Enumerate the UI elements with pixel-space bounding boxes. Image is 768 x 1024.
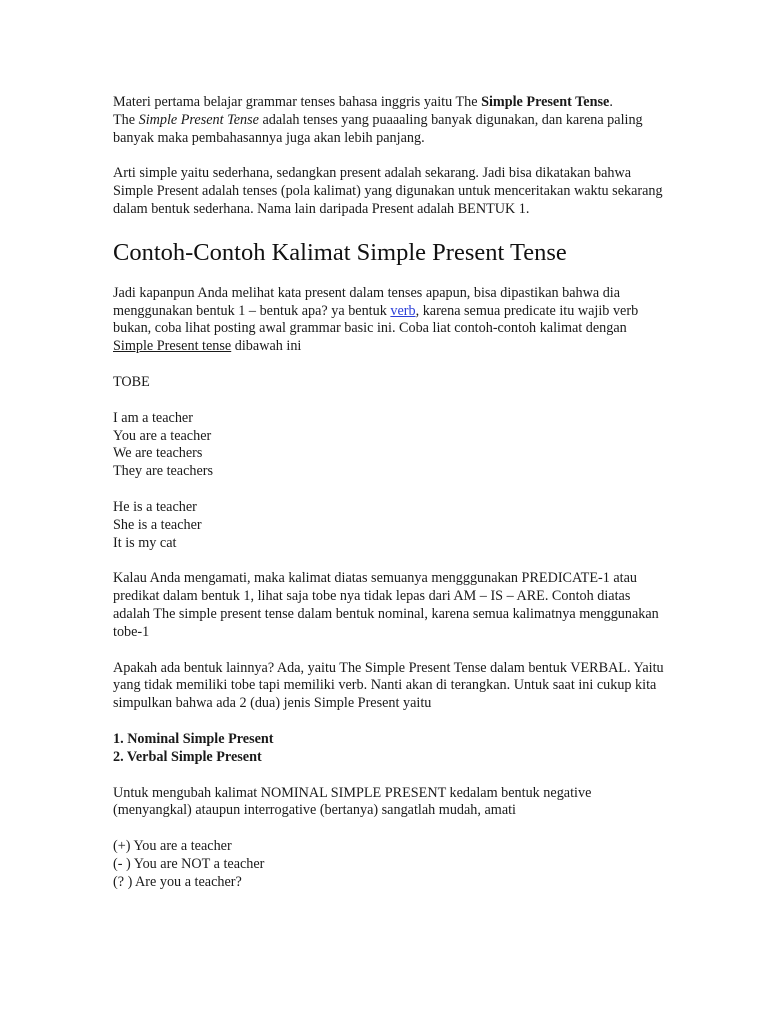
intro-text-the: The [113,111,139,128]
list-item: 1. Nominal Simple Present [113,730,274,747]
body-text-mid: , karena semua predicate itu wajib verb bukan, coba lihat posting awal grammar basic ini. Coba liat contoh-contoh kalimat dengan [113,302,639,337]
intro-text: Materi pertama belajar grammar tenses bahasa inggris yaitu The [113,94,482,110]
italic-term: Simple Present Tense [138,111,259,128]
example-group-3 [113,838,668,891]
example-sentence: You are a teacher [113,427,212,444]
intro-paragraph-1 [113,94,668,147]
example-group-2 [113,499,668,552]
example-sentence: (? ) Are you a teacher? [113,873,242,890]
example-group-1 [113,410,668,481]
example-sentence: We are teachers [113,445,203,462]
bold-term: Simple Present Tense [481,94,610,110]
intro-text-end: . [609,94,613,110]
example-sentence: He is a teacher [113,498,197,515]
example-sentence: (- ) You are NOT a teacher [113,855,265,872]
body-paragraph-1 [113,285,668,356]
example-sentence: (+) You are a teacher [113,838,232,855]
example-sentence: They are teachers [113,463,214,480]
example-sentence: She is a teacher [113,516,202,533]
intro-text-rest: adalah tenses yang puaaaling banyak digunakan, dan karena paling banyak maka pembahasannya juga akan lebih panjang. [113,111,643,146]
body-text-end: dibawah ini [231,338,302,355]
tobe-label: TOBE [113,373,150,390]
section-heading: Contoh-Contoh Kalimat Simple Present Tense [113,238,567,266]
example-sentence: I am a teacher [113,409,193,426]
body-text: Jadi kapanpun Anda melihat kata present dalam tenses apapun, bisa dipastikan bahwa dia menggunakan bentuk 1 – bentuk apa? ya bentuk [113,284,621,319]
list-item: 2. Verbal Simple Present [113,748,262,765]
underlined-term: Simple Present tense [113,338,232,355]
example-sentence: It is my cat [113,534,177,551]
body-paragraph-3: Apakah ada bentuk lainnya? Ada, yaitu The Simple Present Tense dalam bentuk VERBAL. Yaitu yang tidak memiliki tobe tapi memiliki verb. Nanti akan di terangkan. Untuk saat ini cukup kita simpulkan bahwa ada 2 (dua) jenis Simple Present yaitu [113,659,664,712]
intro-paragraph-2: Arti simple yaitu sederhana, sedangkan present adalah sekarang. Jadi bisa dikatakan bahwa Simple Present adalah tenses (pola kalimat) yang digunakan untuk menceritakan waktu sekarang dalam bentuk sederhana. Nama lain daripada Present adalah BENTUK 1. [113,165,663,217]
types-list [113,731,668,767]
verb-link[interactable]: verb [390,302,416,319]
body-paragraph-4: Untuk mengubah kalimat NOMINAL SIMPLE PRESENT kedalam bentuk negative (menyangkal) ataupun interrogative (bertanya) sangatlah mudah, amati [113,784,592,819]
body-paragraph-2: Kalau Anda mengamati, maka kalimat diatas semuanya mengggunakan PREDICATE-1 atau predikat dalam bentuk 1, lihat saja tobe nya tidak lepas dari AM – IS – ARE. Contoh diatas adalah The simple present tense dalam bentuk nominal, karena semua kalimatnya menggunakan tobe-1 [113,570,659,640]
